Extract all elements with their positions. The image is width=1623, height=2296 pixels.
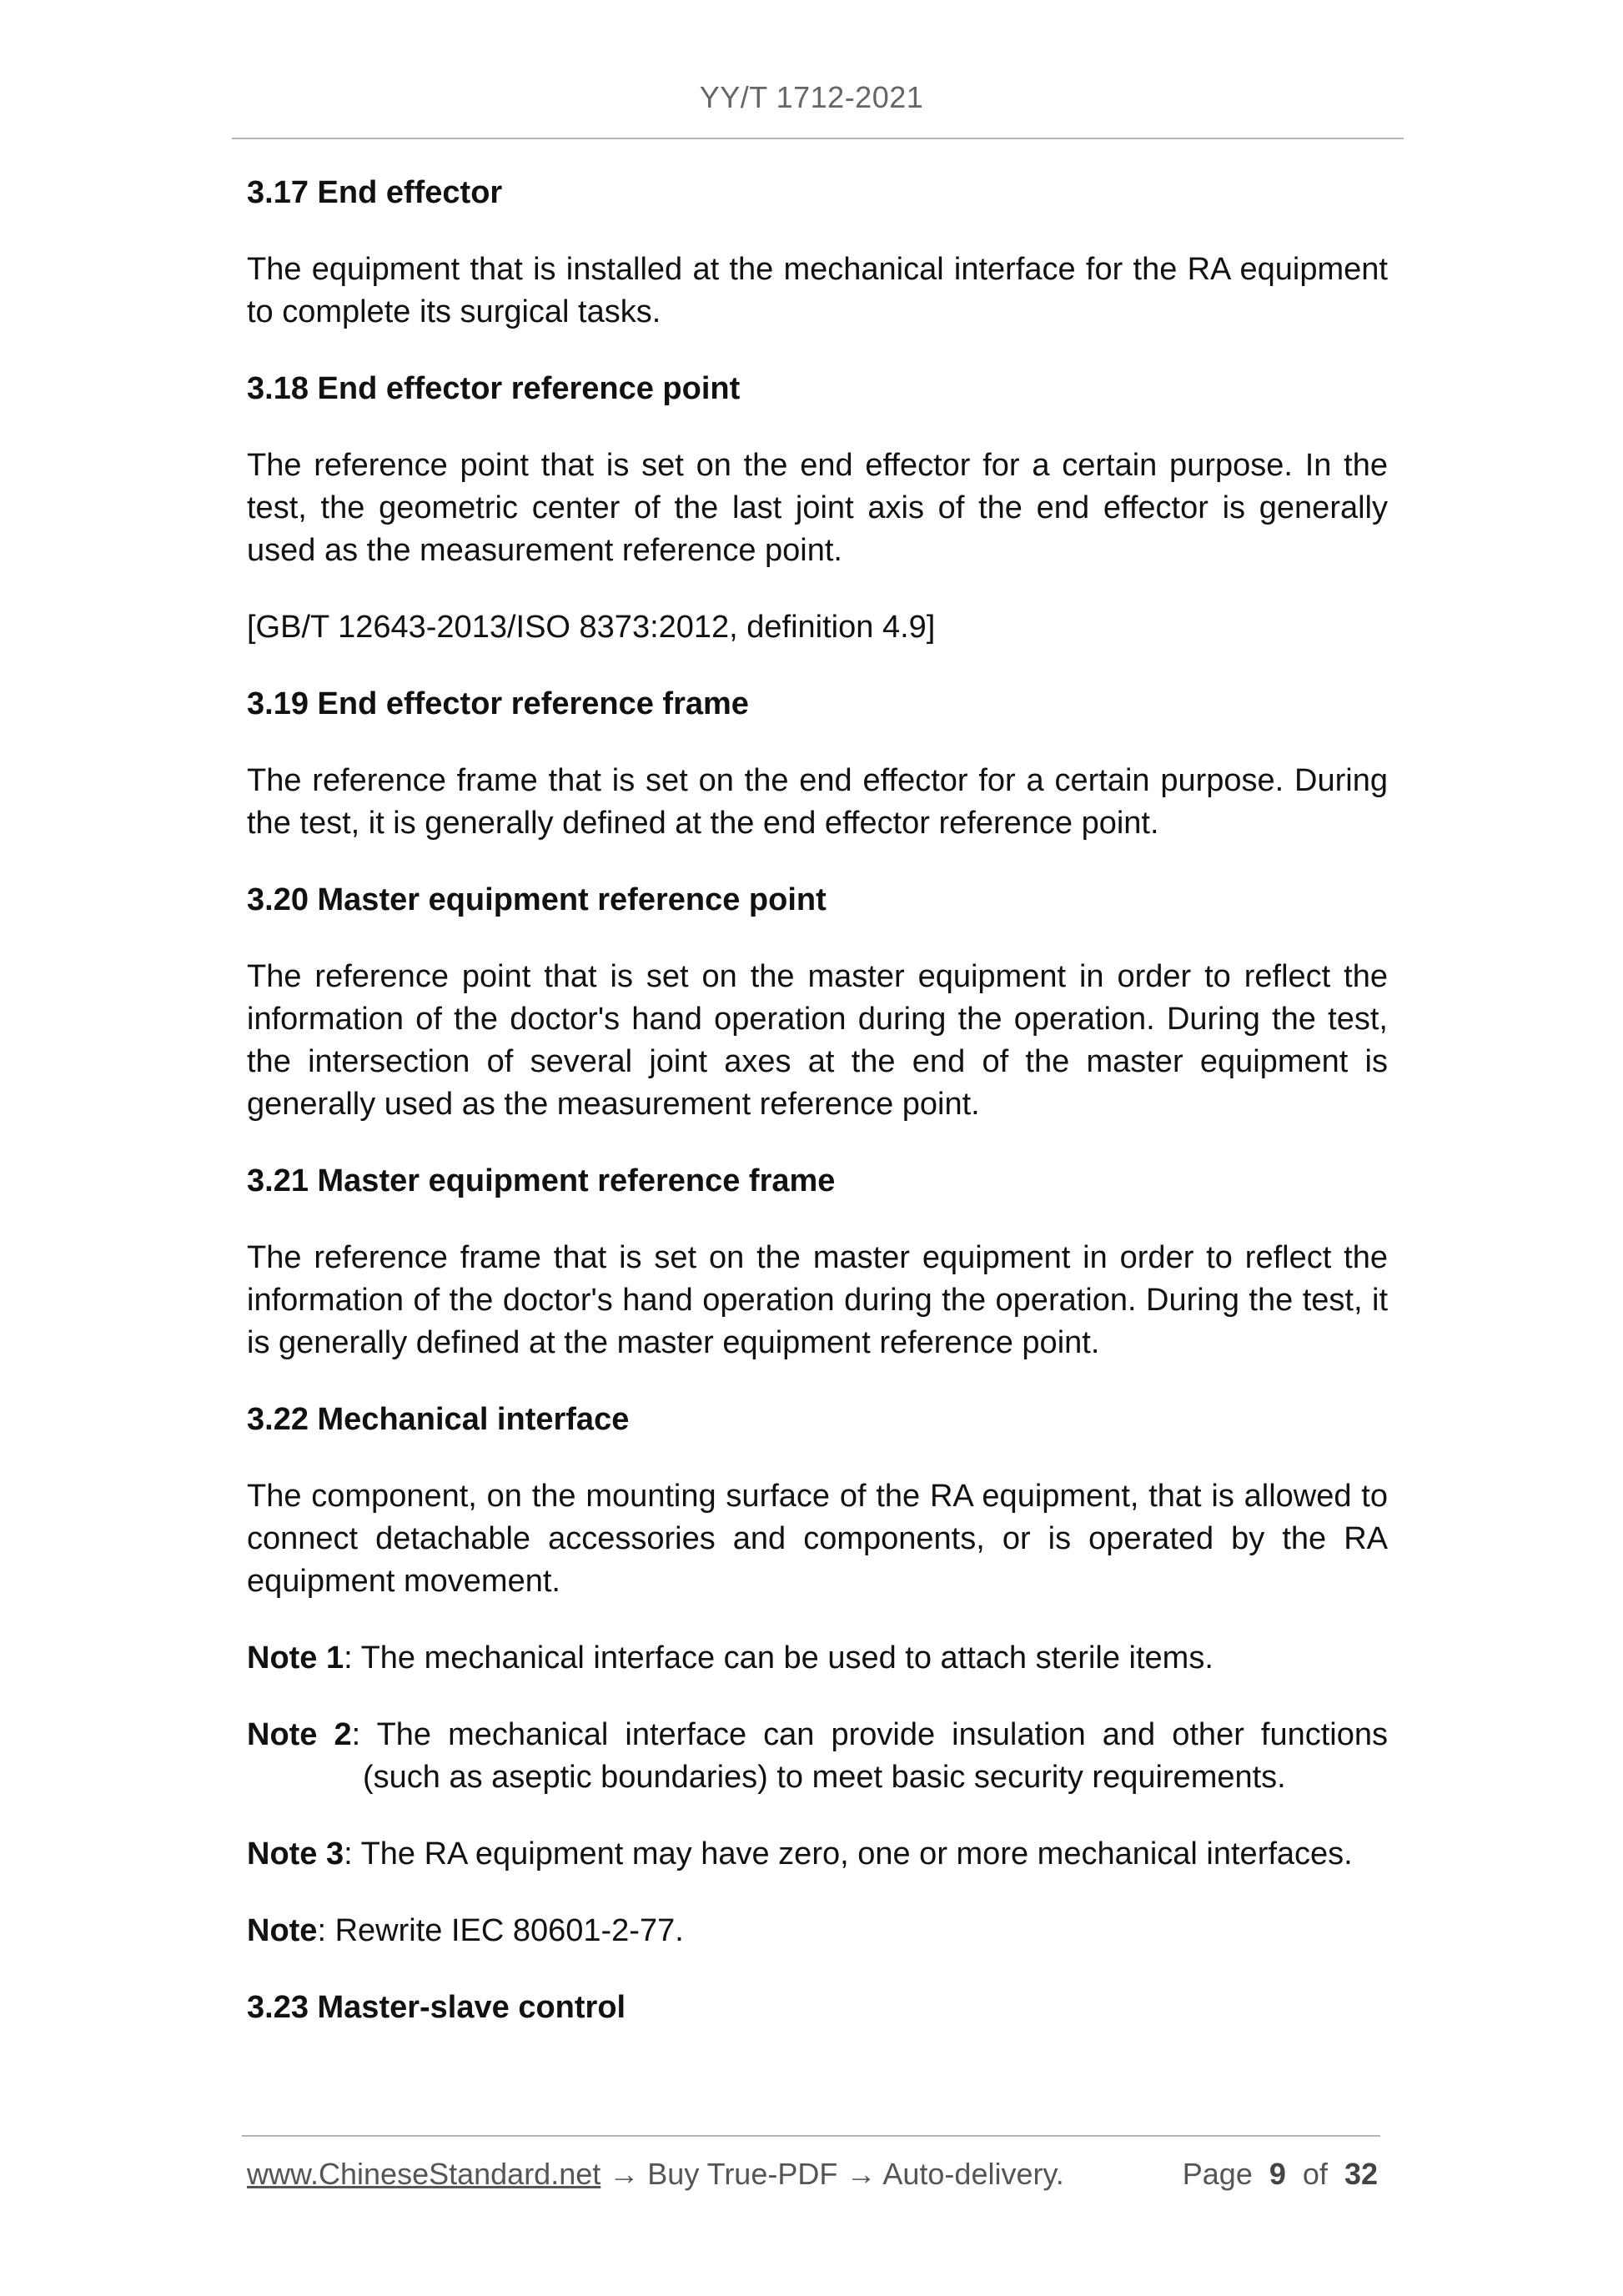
- section-heading-3-21: 3.21 Master equipment reference frame: [247, 1163, 836, 1198]
- section-3-18-reference: [GB/T 12643-2013/ISO 8373:2012, definition 4.9]: [247, 610, 936, 645]
- section-heading-3-23: 3.23 Master-slave control: [247, 1990, 626, 2025]
- page-indicator: [1183, 2157, 1378, 2192]
- section-heading-3-22: 3.22 Mechanical interface: [247, 1402, 630, 1437]
- note-source: Note: Rewrite IEC 80601-2-77.: [247, 1913, 684, 1948]
- auto-delivery-text: Auto-delivery.: [882, 2157, 1064, 2191]
- section-heading-3-19: 3.19 End effector reference frame: [247, 686, 749, 721]
- section-heading-3-20: 3.20 Master equipment reference point: [247, 882, 827, 917]
- page-label: Page: [1182, 2157, 1253, 2191]
- section-3-22-definition: The component, on the mounting surface of the RA equipment, that is allowed to connect detachable accessories and components, or is operated by the RA equipment movement.: [247, 1479, 1388, 1599]
- arrow-right-icon: →: [609, 2157, 640, 2191]
- section-heading-3-17: 3.17 End effector: [247, 175, 503, 210]
- document-id-header: YY/T 1712-2021: [699, 80, 924, 114]
- note-source-label: Note: [247, 1913, 318, 1948]
- section-3-20-definition: The reference point that is set on the master equipment in order to reflect the information of the doctor's hand operation during the operation. During the test, the intersection of several joint axes at the end of the master equipment is generally used as the measurement reference point.: [247, 959, 1388, 1122]
- section-3-21-definition: The reference frame that is set on the master equipment in order to reflect the information of the doctor's hand operation during the operation. During the test, it is generally defined at the master equipment reference point.: [247, 1240, 1388, 1360]
- note-3-label: Note 3: [247, 1836, 344, 1871]
- header-divider: [232, 138, 1404, 139]
- section-heading-3-18: 3.18 End effector reference point: [247, 371, 741, 406]
- footer-promo: [247, 2157, 1064, 2192]
- note-2-text: The mechanical interface can provide insulation and other functions (such as aseptic boundaries) to meet basic security requirements.: [363, 1717, 1388, 1795]
- section-3-18-definition: The reference point that is set on the end effector for a certain purpose. In the test, the geometric center of the last joint axis of the end effector is generally used as the measurement reference point.: [247, 448, 1388, 568]
- footer-divider: [242, 2135, 1380, 2137]
- document-body: [247, 172, 1388, 2063]
- note-source-text: Rewrite IEC 80601-2-77.: [334, 1913, 684, 1948]
- buy-true-pdf-text: Buy True-PDF: [647, 2157, 838, 2191]
- note-1-text: The mechanical interface can be used to attach sterile items.: [360, 1640, 1213, 1676]
- note-3: Note 3: The RA equipment may have zero, one or more mechanical interfaces.: [247, 1836, 1353, 1871]
- section-3-17-definition: The equipment that is installed at the mechanical interface for the RA equipment to complete its surgical tasks.: [247, 252, 1388, 329]
- total-pages: 32: [1344, 2157, 1378, 2191]
- section-3-19-definition: The reference frame that is set on the end effector for a certain purpose. During the test, it is generally defined at the end effector reference point.: [247, 763, 1388, 841]
- arrow-right-icon: →: [846, 2157, 877, 2191]
- note-3-text: The RA equipment may have zero, one or more mechanical interfaces.: [360, 1836, 1353, 1871]
- of-label: of: [1302, 2157, 1328, 2191]
- note-1: Note 1: The mechanical interface can be used to attach sterile items.: [247, 1640, 1213, 1676]
- chinese-standard-link[interactable]: www.ChineseStandard.net: [247, 2157, 601, 2191]
- note-2-label: Note 2: [247, 1717, 352, 1752]
- note-2: Note 2: The mechanical interface can provide insulation and other functions (such as aseptic boundaries) to meet basic security requirements.: [247, 1717, 1388, 1795]
- note-1-label: Note 1: [247, 1640, 344, 1676]
- page-number: 9: [1269, 2157, 1286, 2191]
- page-footer: [247, 2157, 1378, 2192]
